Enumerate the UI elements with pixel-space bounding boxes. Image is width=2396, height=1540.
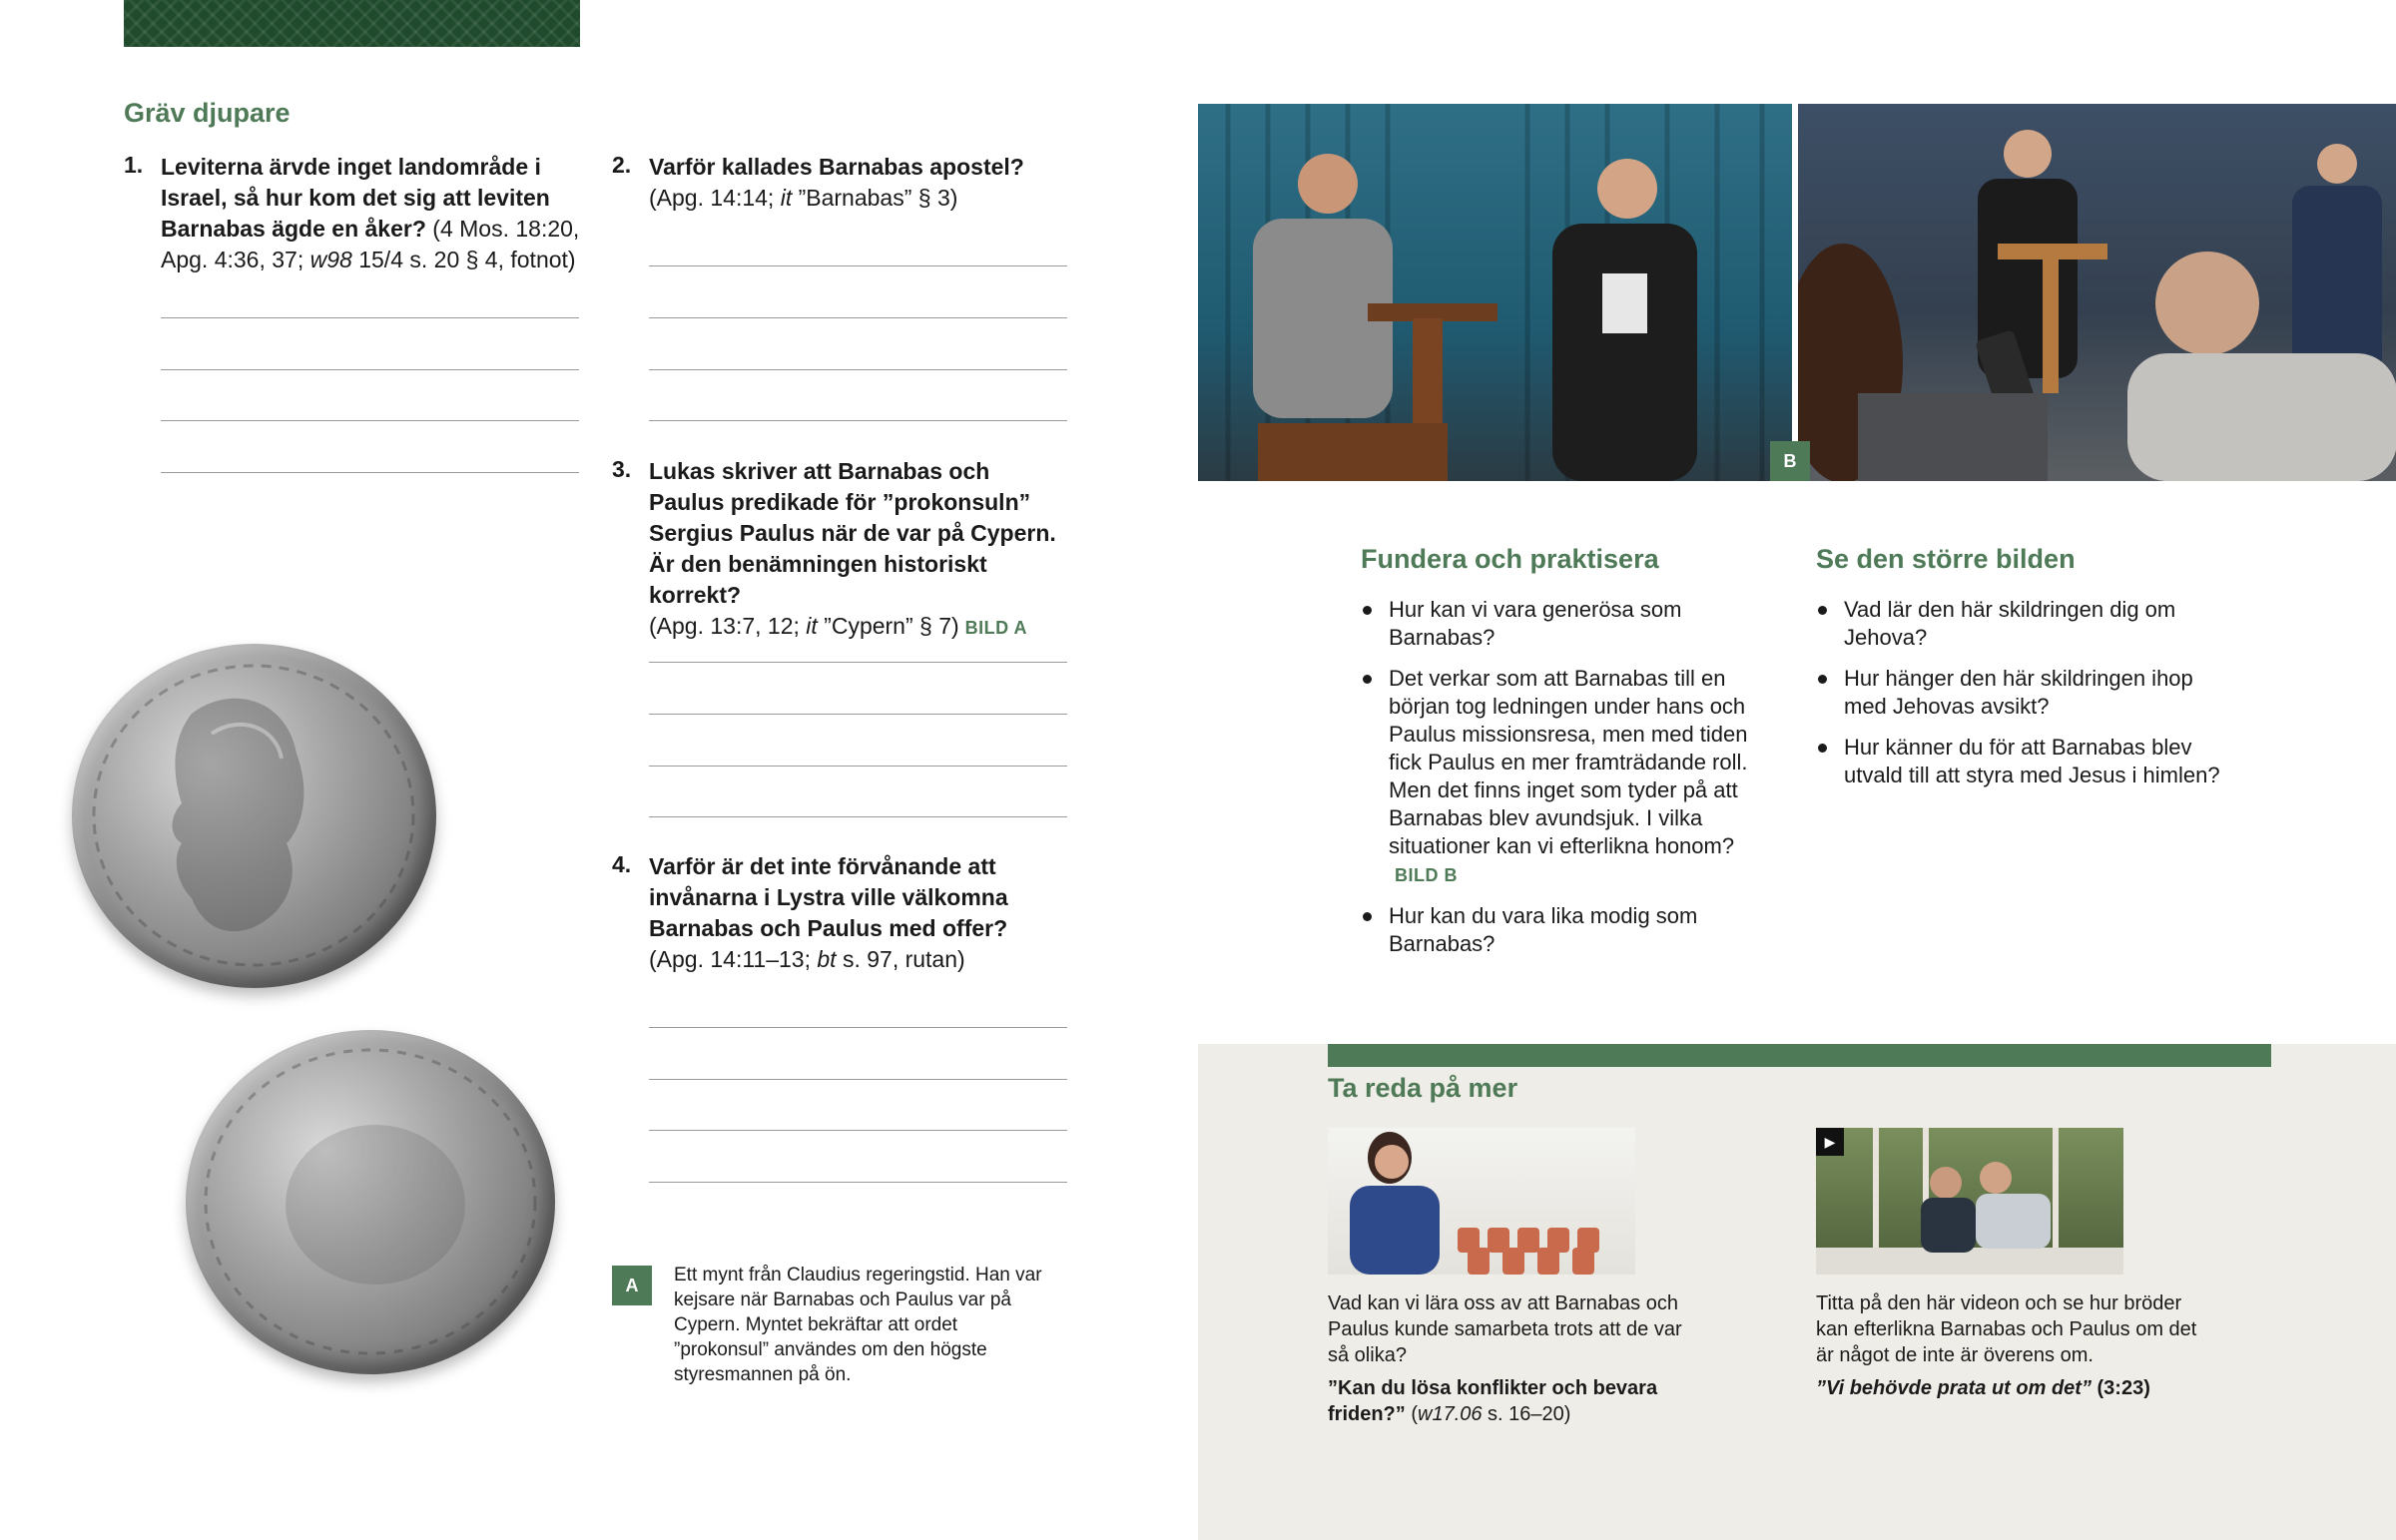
figure-a-caption: Ett mynt från Claudius regeringstid. Han var kejsare när Barnabas och Paulus var på Cypern. Myntet bekräftar att ordet ”prokonsul” användes om den högste styresmannen på ön. xyxy=(674,1265,1042,1385)
answer-line[interactable] xyxy=(649,317,1067,318)
video-link[interactable] xyxy=(1816,1375,2215,1401)
answer-line[interactable] xyxy=(649,766,1067,767)
answer-line[interactable] xyxy=(649,265,1067,266)
congregation-meeting-photo xyxy=(1798,104,2396,481)
list-item-text: Hur känner du för att Barnabas blev utvald till att styra med Jesus i himlen? xyxy=(1844,735,2220,787)
question-reference: (4 Mos. 18:20, Apg. 4:36, 37; xyxy=(161,216,580,272)
question-number: 2. xyxy=(612,152,632,178)
bigger-picture-title: Se den större bilden xyxy=(1816,544,2076,574)
answer-line[interactable] xyxy=(649,1130,1067,1131)
find-out-more-title: Ta reda på mer xyxy=(1328,1073,1518,1103)
figure-reference[interactable]: BILD B xyxy=(1395,865,1458,885)
video-thumbnail-image[interactable] xyxy=(1816,1128,2123,1275)
answer-line[interactable] xyxy=(649,1079,1067,1080)
answer-line[interactable] xyxy=(161,472,579,473)
answer-line[interactable] xyxy=(649,1027,1067,1028)
question-text: Varför kallades Barnabas apostel? xyxy=(649,154,1024,180)
question-4 xyxy=(612,851,1071,975)
video-description: Titta på den här videon och se hur bröder kan efterlikna Barnabas och Paulus om det är något de inte är överens om. xyxy=(1816,1292,2197,1366)
answer-line[interactable] xyxy=(649,816,1067,817)
question-reference: ”Cypern” § 7) xyxy=(817,613,959,639)
list-item xyxy=(1816,734,2235,789)
publication-symbol: it xyxy=(780,185,793,211)
question-text: Varför är det inte förvånande att invånarna i Lystra ville välkomna Barnabas och Paulus med offer? xyxy=(649,853,1008,941)
list-item xyxy=(1816,596,2235,652)
answer-line[interactable] xyxy=(649,369,1067,370)
top-pattern-banner xyxy=(124,0,580,47)
list-item-text: Hur kan du vara lika modig som Barnabas? xyxy=(1389,903,1698,956)
figure-reference[interactable]: BILD A xyxy=(964,618,1027,638)
answer-line[interactable] xyxy=(649,420,1067,421)
answer-line[interactable] xyxy=(161,317,579,318)
question-reference: (Apg. 13:7, 12; xyxy=(649,613,807,639)
figure-b-badge: B xyxy=(1770,441,1810,481)
question-number: 1. xyxy=(124,152,144,178)
question-number: 4. xyxy=(612,851,632,877)
article-link[interactable] xyxy=(1328,1375,1687,1427)
play-icon[interactable]: ▶ xyxy=(1816,1128,1844,1156)
list-item xyxy=(1361,902,1755,958)
question-1 xyxy=(124,152,583,275)
article-reference: s. 16–20) xyxy=(1482,1403,1571,1425)
platform-demonstration-photo xyxy=(1198,104,1792,481)
question-number: 3. xyxy=(612,456,632,482)
figure-a-badge: A xyxy=(612,1266,652,1305)
list-item xyxy=(1361,596,1755,652)
video-duration: (3:23) xyxy=(2091,1377,2150,1399)
answer-line[interactable] xyxy=(161,369,579,370)
question-reference: ”Barnabas” § 3) xyxy=(792,185,958,211)
question-reference: s. 97, rutan) xyxy=(836,946,965,972)
find-out-more-bar xyxy=(1328,1044,2271,1067)
list-item-text: Hur kan vi vara generösa som Barnabas? xyxy=(1389,597,1682,650)
question-reference: (Apg. 14:14; xyxy=(649,185,781,211)
claudius-coin-obverse-image xyxy=(72,644,436,988)
dig-deeper-title: Gräv djupare xyxy=(124,98,291,128)
question-reference: (Apg. 14:11–13; xyxy=(649,946,818,972)
publication-symbol: w98 xyxy=(309,247,352,272)
bigger-picture-list xyxy=(1816,596,2235,802)
article-title[interactable]: ”Kan du lösa konflikter och bevara friden?” xyxy=(1328,1377,1658,1425)
list-item-text: Vad lär den här skildringen dig om Jehova? xyxy=(1844,597,2176,650)
question-3 xyxy=(612,456,1071,644)
question-2 xyxy=(612,152,1071,214)
list-item xyxy=(1361,665,1755,889)
question-text: Leviterna ärvde inget landområde i Israel, så hur kom det sig att leviten Barnabas ägde en åker? xyxy=(161,154,550,242)
ponder-title: Fundera och praktisera xyxy=(1361,544,1659,574)
publication-symbol: w17.06 xyxy=(1418,1403,1483,1425)
question-text: Lukas skriver att Barnabas och Paulus predikade för ”prokonsuln” Sergius Paulus när de var på Cypern. Är den benämningen historiskt korrekt? xyxy=(649,458,1056,608)
article-reference: ( xyxy=(1405,1403,1418,1425)
answer-line[interactable] xyxy=(649,1182,1067,1183)
video-title[interactable]: ”Vi behövde prata ut om det” xyxy=(1816,1377,2092,1399)
article-thumbnail-image[interactable] xyxy=(1328,1128,1635,1275)
question-reference: 15/4 s. 20 § 4, fotnot) xyxy=(351,247,576,272)
list-item-text: Hur hänger den här skildringen ihop med Jehovas avsikt? xyxy=(1844,666,2193,719)
claudius-coin-reverse-image xyxy=(186,1030,555,1374)
ponder-list xyxy=(1361,596,1755,971)
answer-line[interactable] xyxy=(649,714,1067,715)
list-item xyxy=(1816,665,2235,721)
article-description: Vad kan vi lära oss av att Barnabas och Paulus kunde samarbeta trots att de var så olika? xyxy=(1328,1292,1682,1366)
answer-line[interactable] xyxy=(649,662,1067,663)
answer-line[interactable] xyxy=(161,420,579,421)
publication-symbol: it xyxy=(806,613,818,639)
list-item-text: Det verkar som att Barnabas till en början tog ledningen under hans och Paulus missionsresa, men med tiden fick Paulus en mer framträdande roll. Men det finns inget som tyder på att Barnabas blev avundsjuk. I vilka situationer kan vi efterlikna honom? xyxy=(1389,666,1748,858)
publication-symbol: bt xyxy=(817,946,837,972)
